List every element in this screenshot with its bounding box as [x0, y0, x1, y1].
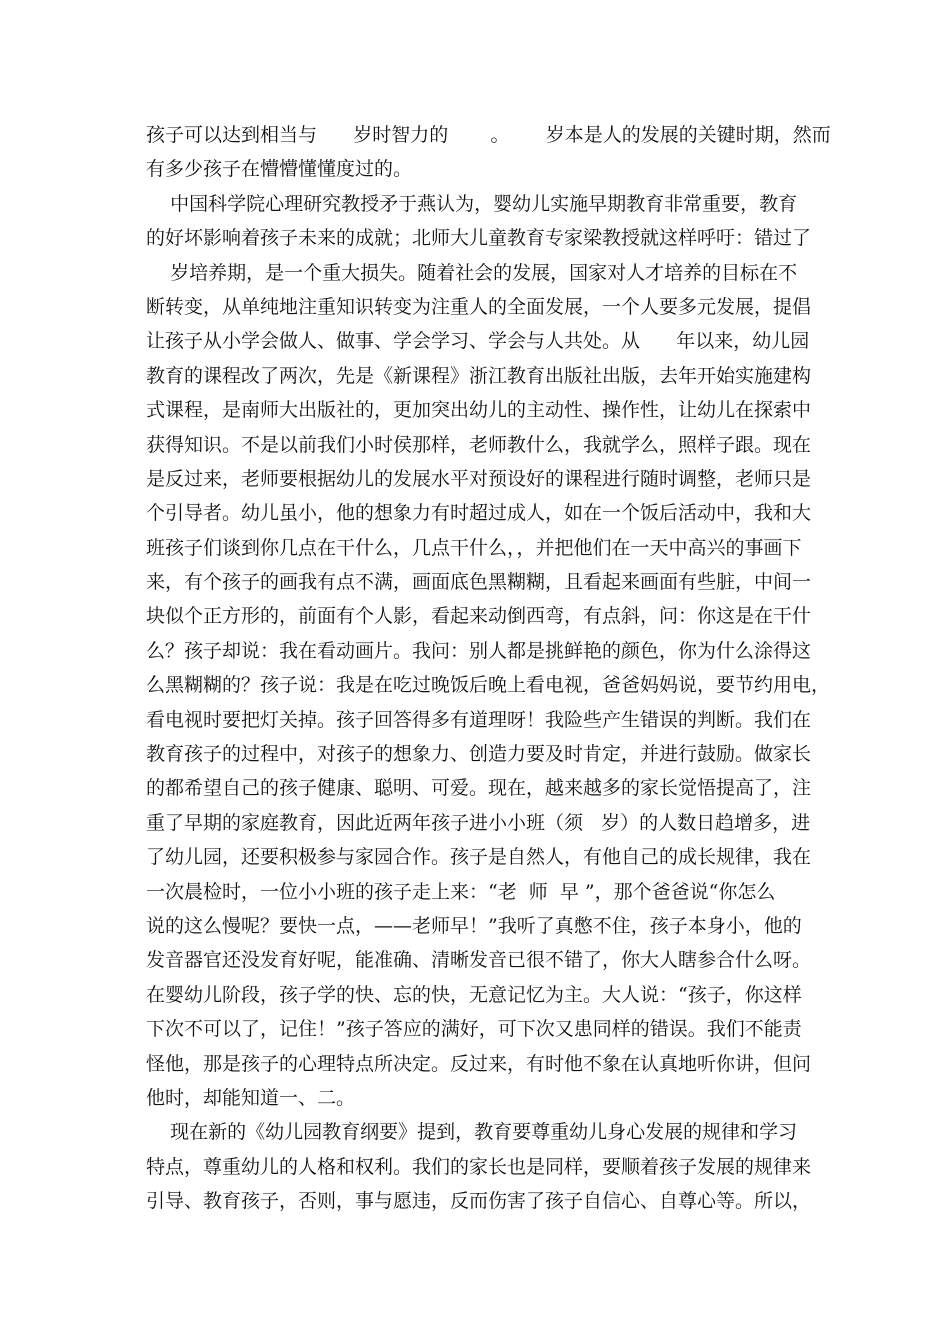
- text-line: 了幼儿园，还要积极参与家园合作。孩子是自然人，有他自己的成长规律，我在: [146, 846, 812, 869]
- text-line: 断转变，从单纯地注重知识转变为注重人的全面发展，一个人要多元发展，提倡: [146, 295, 812, 318]
- text-line: 孩子可以达到相当与 岁时智力的 。 岁本是人的发展的关键时期，然而: [146, 124, 831, 146]
- text-line: 个引导者。幼儿虽小，他的想象力有时超过成人，如在一个饭后活动中，我和大: [146, 502, 812, 525]
- text-line: 怪他，那是孩子的心理特点所决定。反过来，有时他不象在认真地听你讲，但问: [146, 1052, 812, 1075]
- text-line: 教育的课程改了两次，先是《新课程》浙江教育出版社出版，去年开始实施建构: [146, 364, 812, 387]
- text-line: 一次晨检时，一位小小班的孩子走上来：“老 师 早 ”，那个爸爸说“你怎么: [146, 880, 776, 903]
- text-line: 发音器官还没发育好呢，能准确、清晰发音已很不错了，你大人瞎参合什么呀。: [146, 949, 812, 972]
- text-line: 的都希望自己的孩子健康、聪明、可爱。现在，越来越多的家长觉悟提高了，注: [146, 777, 812, 800]
- text-line: 看电视时要把灯关掉。孩子回答得多有道理呀！我险些产生错误的判断。我们在: [146, 708, 812, 731]
- text-line: 么？孩子却说：我在看动画片。我问：别人都是挑鲜艳的颜色，你为什么涂得这: [146, 639, 812, 662]
- text-line: 特点，尊重幼儿的人格和权利。我们的家长也是同样，要顺着孩子发展的规律来: [146, 1155, 812, 1178]
- text-line: 说的这么慢呢？要快一点，——老师早！”我听了真憋不住，孩子本身小，他的: [146, 914, 802, 937]
- text-line: 获得知识。不是以前我们小时侯那样，老师教什么，我就学么，照样子跟。现在: [146, 433, 812, 456]
- text-line: 下次不可以了，记住！”孩子答应的满好，可下次又患同样的错误。我们不能责: [146, 1018, 802, 1041]
- text-line: 来，有个孩子的画我有点不满，画面底色黑糊糊，且看起来画面有些脏，中间一: [146, 571, 812, 594]
- text-line: 班孩子们谈到你几点在干什么，几点干什么，，并把他们在一天中高兴的事画下: [146, 536, 802, 559]
- text-line: 有多少孩子在懵懵懂懂度过的。: [146, 158, 413, 181]
- text-line: 教育孩子的过程中，对孩子的想象力、创造力要及时肯定，并进行鼓励。做家长: [146, 743, 812, 766]
- text-line: 式课程，是南师大出版社的，更加突出幼儿的主动性、操作性，让幼儿在探索中: [146, 399, 812, 422]
- text-line: 他时，却能知道一、二。: [146, 1086, 356, 1109]
- text-line: 块似个正方形的，前面有个人影，看起来动倒西弯，有点斜，问：你这是在干什: [146, 605, 812, 628]
- text-line: 让孩子从小学会做人、做事、学会学习、学会与人共处。从 年以来，幼儿园: [146, 330, 810, 353]
- paragraph-2: [146, 187, 831, 1116]
- document-body: [146, 118, 831, 1219]
- text-line: 中国科学院心理研究教授矛于燕认为，婴幼儿实施早期教育非常重要，教育: [146, 192, 798, 215]
- text-line: 引导、教育孩子，否则，事与愿违，反而伤害了孩子自信心、自尊心等。所以，: [146, 1190, 812, 1213]
- text-line: 么黑糊糊的？孩子说：我是在吃过晚饭后晚上看电视，爸爸妈妈说，要节约用电，: [146, 674, 831, 697]
- text-line: 的好坏影响着孩子未来的成就；北师大儿童教育专家梁教授就这样呼吁：错过了: [146, 227, 812, 250]
- paragraph-1: [146, 118, 831, 187]
- text-line: 重了早期的家庭教育，因此近两年孩子进小小班（须 岁）的人数日趋增多，进: [146, 811, 811, 834]
- text-line: 岁培养期，是一个重大损失。随着社会的发展，国家对人才培养的目标在不: [146, 261, 798, 284]
- text-line: 是反过来，老师要根据幼儿的发展水平对预设好的课程进行随时调整，老师只是: [146, 467, 812, 490]
- text-line: 现在新的《幼儿园教育纲要》提到，教育要尊重幼儿身心发展的规律和学习: [146, 1121, 798, 1144]
- paragraph-3: [146, 1115, 812, 1218]
- text-line: 在婴幼儿阶段，孩子学的快、忘的快，无意记忆为主。大人说：“孩子，你这样: [146, 983, 802, 1006]
